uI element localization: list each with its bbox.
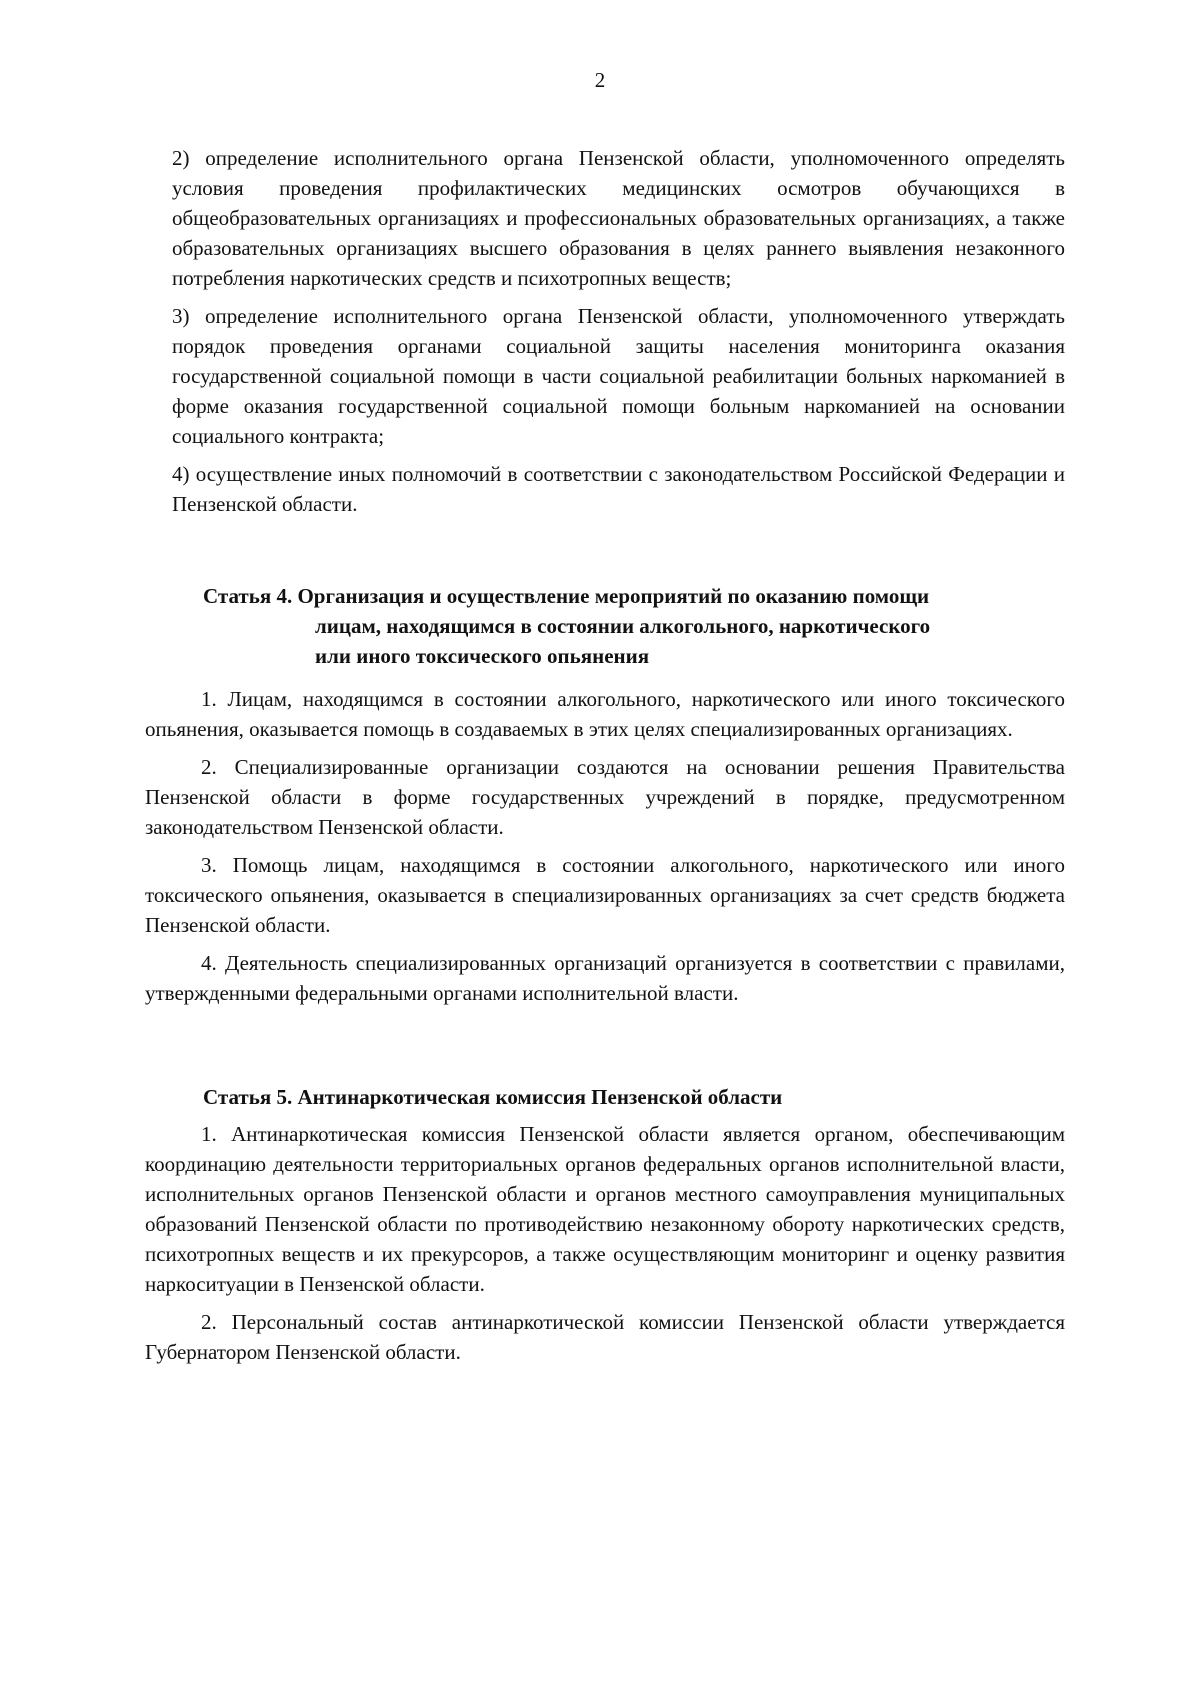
- article5-paragraph: 1. Антинаркотическая комиссия Пензенской области является органом, обеспечивающим координацию деятельности территориальных органов федеральных органов исполнительной власти, исполнительных органов Пензенской области и органов местного самоуправления муниципальных образований Пензенской области по противодействию незаконному обороту наркотических средств, психотропных веществ и их прекурсоров, а также осуществляющим мониторинг и оценку развития наркоситуации в Пензенской области.: [145, 1122, 1065, 1296]
- page-number: 2: [594, 68, 606, 92]
- article4-heading-line3: или иного токсического опьянения: [315, 644, 650, 668]
- article4-paragraph: 4. Деятельность специализированных организаций организуется в соответствии с правилами, утвержденными федеральными органами исполнительной власти.: [145, 951, 1065, 1005]
- article5-heading-text: Статья 5. Антинаркотическая комиссия Пензенской области: [203, 1085, 783, 1109]
- article4-heading-line2: лицам, находящимся в состоянии алкогольного, наркотического: [315, 614, 931, 638]
- list-item: 3) определение исполнительного органа Пензенской области, уполномоченного утверждать порядок проведения органами социальной защиты населения мониторинга оказания государственной социальной помощи в части социальной реабилитации больных наркоманией в форме оказания государственной социальной помощи больным наркоманией на основании социального контракта;: [172, 304, 1065, 448]
- article5-body: [145, 1119, 1065, 1375]
- article3-items: [172, 143, 1065, 527]
- article4-body: [145, 684, 1065, 1016]
- article5-heading: [203, 1082, 1063, 1112]
- article4-paragraph: 1. Лицам, находящимся в состоянии алкогольного, наркотического или иного токсического опьянения, оказывается помощь в создаваемых в этих целях специализированных организациях.: [145, 687, 1065, 741]
- article4-heading-line1: Статья 4. Организация и осуществление мероприятий по оказанию помощи: [203, 584, 930, 608]
- article4-paragraph: 3. Помощь лицам, находящимся в состоянии алкогольного, наркотического или иного токсического опьянения, оказывается в специализированных организациях за счет средств бюджета Пензенской области.: [145, 853, 1065, 937]
- list-item: 4) осуществление иных полномочий в соответствии с законодательством Российской Федерации и Пензенской области.: [172, 462, 1065, 516]
- article5-paragraph: 2. Персональный состав антинаркотической комиссии Пензенской области утверждается Губернатором Пензенской области.: [145, 1310, 1065, 1364]
- article4-paragraph: 2. Специализированные организации создаются на основании решения Правительства Пензенской области в форме государственных учреждений в порядке, предусмотренном законодательством Пензенской области.: [145, 755, 1065, 839]
- article4-heading: [203, 581, 1063, 671]
- list-item: 2) определение исполнительного органа Пензенской области, уполномоченного определять условия проведения профилактических медицинских осмотров обучающихся в общеобразовательных организациях и профессиональных образовательных организациях, а также образовательных организациях высшего образования в целях раннего выявления незаконного потребления наркотических средств и психотропных веществ;: [172, 146, 1065, 290]
